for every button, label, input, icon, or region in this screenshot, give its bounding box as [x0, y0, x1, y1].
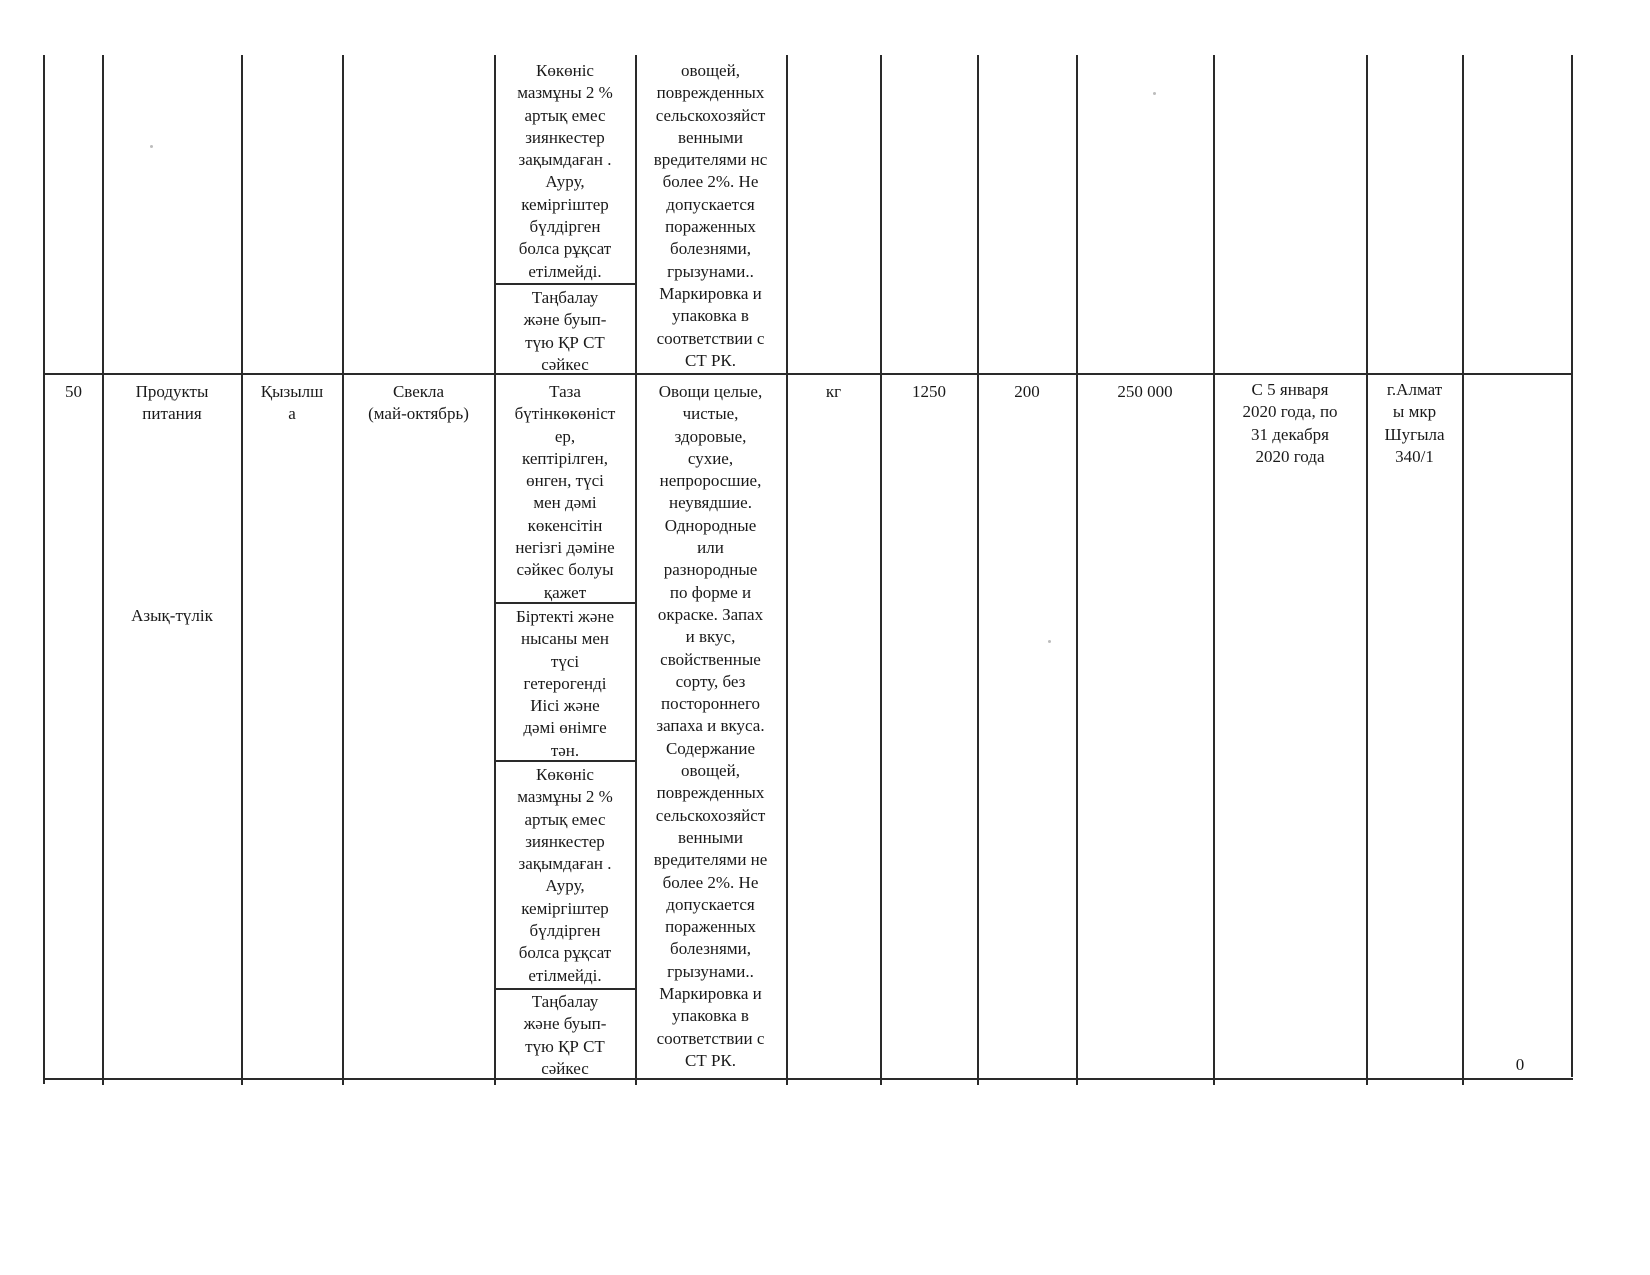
- scan-artifact: [1153, 92, 1156, 95]
- kz-spec-divider: [494, 283, 635, 285]
- kz-spec-uniformity: Біртекті және нысаны мен түсі гетерогенді Иісі және дәмі өнімге тән.: [515, 607, 615, 760]
- scan-artifact: [1048, 640, 1051, 643]
- table-border: [1571, 55, 1573, 1077]
- kz-spec-continuation: Көкөніс мазмұны 2 % артық емес зиянкестер зақымдаған . Ауру, кеміргіштер бүлдірген болса рұқсат етілмейді.: [517, 61, 613, 281]
- table-border: [342, 55, 344, 1085]
- delivery-place: г.Алмат ы мкр Шугыла 340/1: [1384, 380, 1445, 466]
- ru-spec-continuation: овощей, поврежденных сельскохозяйст венными вредителями нс более 2%. Не допускается пораженных болезнями, грызунами.. Маркировка и упаковка в соответствии с СТ РК.: [653, 61, 768, 370]
- category-kz: Азық-түлік: [131, 606, 213, 625]
- table-border: [494, 55, 496, 1085]
- unit-price: 200: [1014, 382, 1040, 401]
- kz-labeling-continuation: Таңбалау және буып- түю ҚР СТ сәйкес: [523, 288, 607, 374]
- table-border: [1462, 55, 1464, 1085]
- kz-spec-damage: Көкөніс мазмұны 2 % артық емес зиянкестер зақымдаған . Ауру, кеміргіштер бүлдірген болса рұқсат етілмейді.: [517, 765, 613, 985]
- product-name-ru: Свекла (май-октябрь): [368, 382, 469, 424]
- table-border: [1366, 55, 1368, 1085]
- kz-spec-divider: [494, 988, 635, 990]
- product-name-kz: Қызылш а: [260, 382, 324, 424]
- table-border: [241, 55, 243, 1085]
- table-border: [102, 55, 104, 1085]
- row-number: 50: [65, 382, 82, 401]
- category-ru: Продукты питания: [135, 382, 209, 424]
- delivery-period: С 5 января 2020 года, по 31 декабря 2020 года: [1242, 380, 1338, 466]
- scan-artifact: [150, 145, 153, 148]
- kz-spec-labeling: Таңбалау және буып- түю ҚР СТ сәйкес: [523, 992, 607, 1078]
- quantity: 1250: [912, 382, 946, 401]
- table-border: [1213, 55, 1215, 1085]
- ru-spec: Овощи целые, чистые, здоровые, сухие, непроросшие, неувядшие. Однородные или разнородные по форме и окраске. Запах и вкус, свойственные сорту, без постороннего запаха и вкуса. Содержание овощей, поврежденных сельскохозяйст венными вредителями не более 2%. Не допускается пораженных болезнями, грызунами.. Маркировка и упаковка в соответствии с СТ РК.: [653, 382, 768, 1070]
- unit: кг: [825, 382, 842, 401]
- table-border: [1076, 55, 1078, 1085]
- kz-spec-quality: Таза бүтінкөкөніст ер, кептірілген, өнген, түсі мен дәмі көкенсітін негізгі дәміне сәйкес болуы қажет: [514, 382, 616, 602]
- table-border: [880, 55, 882, 1085]
- table-border: [43, 55, 45, 1084]
- last-column-value: 0: [1515, 1055, 1525, 1074]
- table-border: [977, 55, 979, 1085]
- row-separator: [43, 373, 1573, 375]
- total-amount: 250 000: [1117, 382, 1173, 401]
- table-bottom-border: [43, 1078, 1573, 1080]
- table-border: [786, 55, 788, 1085]
